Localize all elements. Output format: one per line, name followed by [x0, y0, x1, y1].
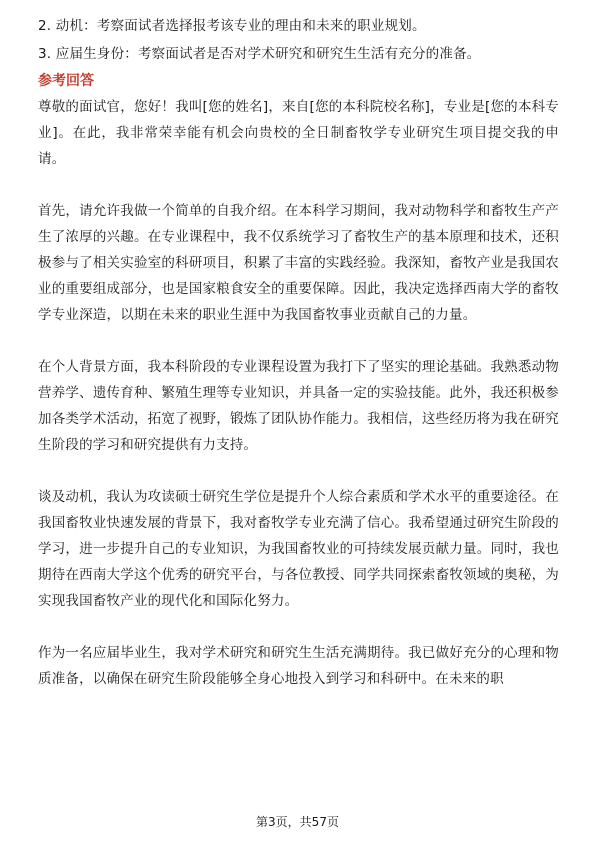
paragraph-greeting: 尊敬的面试官，您好！我叫[您的姓名]，来自[您的本科院校名称]，专业是[您的本科专业]。在此，我非常荣幸能有机会向贵校的全日制畜牧学专业研究生项目提交我的申请。: [38, 99, 559, 167]
paragraph-motivation: 谈及动机，我认为攻读硕士研究生学位是提升个人综合素质和学术水平的重要途径。在我国畜牧业快速发展的背景下，我对畜牧学专业充满了信心。我希望通过研究生阶段的学习，进一步提升自己的专业知识，为我国畜牧业的可持续发展贡献力量。同时，我也期待在西南大学这个优秀的研究平台，与各位教授、同学共同探索畜牧领域的奥秘，为实现我国畜牧产业的现代化和国际化努力。: [38, 489, 559, 609]
paragraph-self-introduction: 首先，请允许我做一个简单的自我介绍。在本科学习期间，我对动物科学和畜牧生产产生了浓厚的兴趣。在专业课程中，我不仅系统学习了畜牧生产的基本原理和技术，还积极参与了相关实验室的科研项目，积累了丰富的实践经验。我深知，畜牧产业是我国农业的重要组成部分，也是国家粮食安全的重要保障。因此，我决定选择西南大学的畜牧学专业深造，以期在未来的职业生涯中为我国畜牧事业贡献自己的力量。: [38, 203, 559, 323]
document-page: [38, 14, 559, 692]
paragraph-background: 在个人背景方面，我本科阶段的专业课程设置为我打下了坚实的理论基础。我熟悉动物营养学、遗传育种、繁殖生理等专业知识，并具备一定的实验技能。此外，我还积极参加各类学术活动，拓宽了视野，锻炼了团队协作能力。我相信，这些经历将为我在研究生阶段的学习和研究提供有力支持。: [38, 359, 559, 453]
paragraph-graduate-readiness: 作为一名应届毕业生，我对学术研究和研究生生活充满期待。我已做好充分的心理和物质准备，以确保在研究生阶段能够全身心地投入到学习和科研中。在未来的职: [38, 645, 559, 687]
page-number-footer: 第3页，共57页: [256, 815, 339, 829]
criterion-graduate-status: 3. 应届生身份：考察面试者是否对学术研究和研究生生活有充分的准备。: [38, 46, 481, 62]
answer-heading: 参考回答: [38, 73, 94, 89]
criterion-motivation: 2. 动机：考察面试者选择报考该专业的理由和未来的职业规划。: [38, 18, 426, 34]
